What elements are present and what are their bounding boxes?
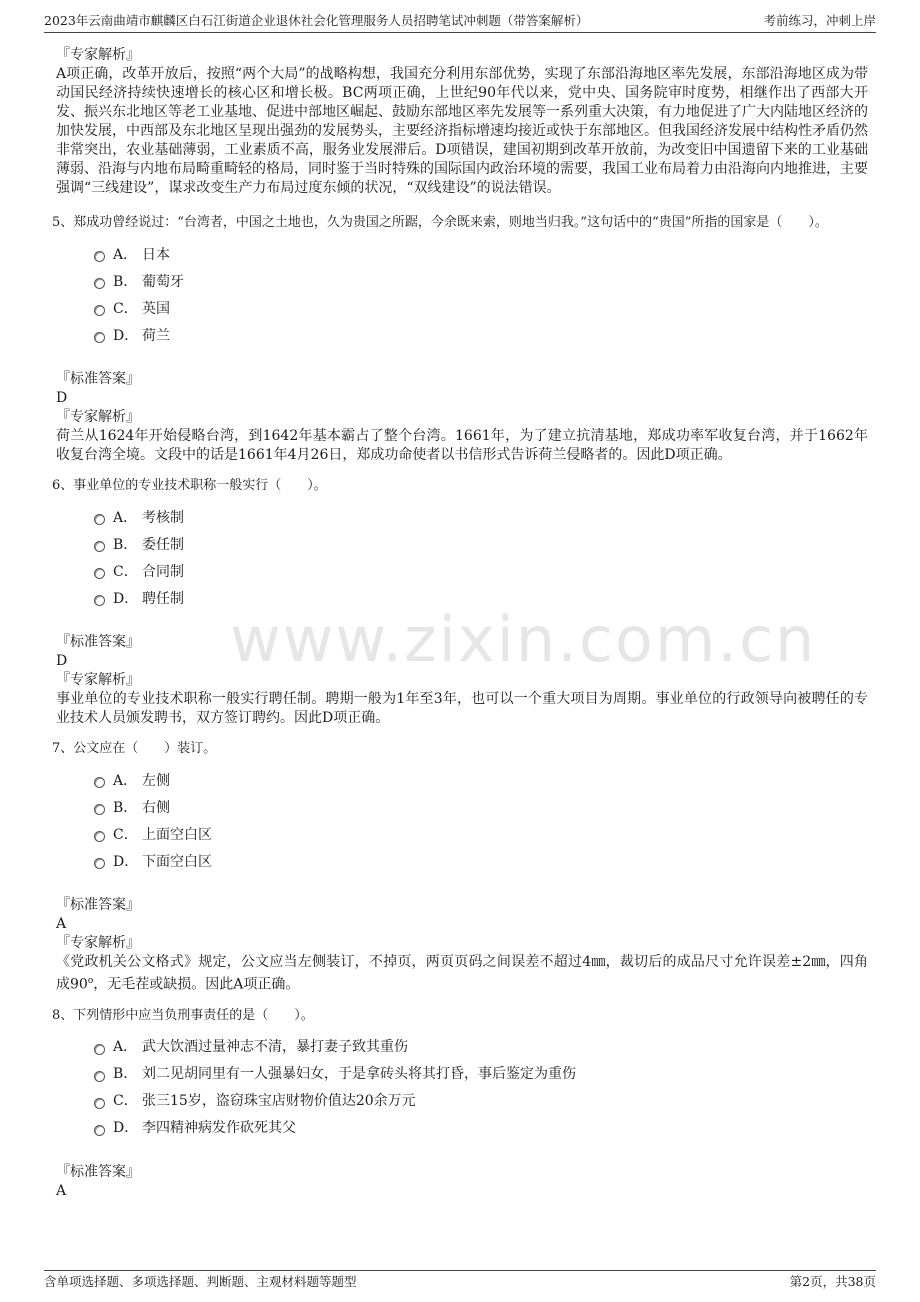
analysis-label: 『专家解析』 (56, 409, 140, 425)
question-7 (52, 740, 868, 995)
question-text: 8、下列情形中应当负刑事责任的是（ ）。 (52, 1007, 314, 1023)
answer-section (56, 370, 868, 465)
option-list (94, 1033, 868, 1141)
q4-analysis (56, 46, 868, 198)
option-letter: C． (113, 826, 138, 843)
answer-label: 『标准答案』 (56, 371, 140, 387)
option-text: 葡萄牙 (142, 273, 184, 290)
option-text: 右侧 (142, 799, 170, 816)
option-letter: C． (113, 300, 138, 317)
analysis-text: A项正确，改革开放后，按照“两个大局”的战略构想，我国充分利用东部优势，实现了东部沿海地区率先发展，东部沿海地区成为带动国民经济持续快速增长的核心区和增长极。BC两项正确，上世纪90年代以来，党中央、国务院审时度势，相继作出了西部大开发、振兴东北地区等老工业基地、促进中部地区崛起、鼓励东部地区率先发展等一系列重大决策，有力地促进了广大内陆地区经济的加快发展，中西部及东北地区呈现出强劲的发展势头，主要经济指标增速均接近或快于东部地区。但我国经济发展中结构性矛盾仍然非常突出，农业基础薄弱，工业素质不高，服务业发展滞后。D项错误，建国初期到改革开放前，为改变旧中国遗留下来的工业基础薄弱、沿海与内地布局畸重畸轻的格局，同时鉴于当时特殊的国际国内政治环境的需要，我国工业布局着力由沿海向内地推进，主要强调“三线建设”，谋求改变生产力布局过度东倾的状况，“双线建设”的说法错误。 (56, 66, 868, 196)
radio-icon[interactable] (94, 1098, 105, 1109)
option-d[interactable] (94, 1114, 868, 1141)
radio-icon[interactable] (94, 831, 105, 842)
radio-icon[interactable] (94, 332, 105, 343)
analysis-text: 事业单位的专业技术职称一般实行聘任制。聘期一般为1年至3年，也可以一个重大项目为周期。事业单位的行政领导向被聘任的专业技术人员颁发聘书，双方签订聘约。因此D项正确。 (56, 691, 868, 726)
option-c[interactable] (94, 294, 868, 321)
option-letter: A． (113, 509, 138, 526)
option-list (94, 240, 868, 348)
question-8 (52, 1007, 868, 1201)
header-slogan: 考前练习，冲刺上岸 (763, 13, 876, 28)
option-text: 李四精神病发作砍死其父 (142, 1120, 296, 1137)
question-text: 5、郑成功曾经说过：“台湾者，中国之土地也，久为贵国之所踞，今余既来索，则地当归我。”这句话中的“贵国”所指的国家是（ ）。 (52, 215, 828, 230)
analysis-text: 荷兰从1624年开始侵略台湾，到1642年基本霸占了整个台湾。1661年，为了建立抗清基地，郑成功率军收复台湾，并于1662年收复台湾全境。文段中的话是1661年4月26日，郑成功命使者以书信形式告诉荷兰侵略者的。因此D项正确。 (56, 428, 868, 463)
option-text: 荷兰 (142, 327, 170, 344)
analysis-text-part1: 《党政机关公文格式》规定，公文应当左侧装订，不掉页，两页页码之间误差不超过4㎜，裁切后的成品尺寸允许误差±2㎜，四角成90 (56, 954, 868, 993)
option-text: 左侧 (142, 772, 170, 789)
option-c[interactable] (94, 557, 868, 584)
analysis-label: 『专家解析』 (56, 672, 140, 688)
option-letter: B． (113, 799, 138, 816)
option-a[interactable] (94, 240, 868, 267)
radio-icon[interactable] (94, 278, 105, 289)
question-6 (52, 477, 868, 728)
radio-icon[interactable] (94, 305, 105, 316)
answer-section (56, 633, 868, 728)
document-title: 2023年云南曲靖市麒麟区白石江街道企业退休社会化管理服务人员招聘笔试冲刺题（带答案解析） (44, 13, 589, 28)
radio-icon[interactable] (94, 777, 105, 788)
answer-section (56, 896, 868, 995)
option-text: 上面空白区 (142, 826, 212, 843)
option-list (94, 766, 868, 874)
radio-icon[interactable] (94, 1044, 105, 1055)
answer-value: A (56, 1182, 67, 1199)
analysis-text-part2: ，无毛茬或缺损。因此A项正确。 (93, 976, 300, 993)
option-letter: C． (113, 1093, 138, 1110)
option-c[interactable] (94, 1087, 868, 1114)
option-text: 合同制 (142, 563, 184, 580)
answer-value: A (56, 916, 67, 932)
option-list (94, 503, 868, 611)
option-b[interactable] (94, 1060, 868, 1087)
radio-icon[interactable] (94, 1125, 105, 1136)
analysis-label: 『专家解析』 (56, 935, 140, 951)
footer-question-types: 含单项选择题、多项选择题、判断题、主观材料题等题型 (44, 1274, 357, 1289)
option-text: 英国 (142, 300, 170, 317)
option-d[interactable] (94, 321, 868, 348)
answer-label: 『标准答案』 (56, 897, 140, 913)
degree-superscript: o (87, 976, 94, 986)
radio-icon[interactable] (94, 568, 105, 579)
page-content (52, 46, 868, 1201)
option-c[interactable] (94, 820, 868, 847)
answer-value: D (56, 653, 68, 669)
option-text: 考核制 (142, 509, 184, 526)
option-letter: C． (113, 563, 138, 580)
page-number: 第2页，共38页 (789, 1274, 876, 1289)
answer-section (56, 1163, 868, 1201)
option-text: 张三15岁，盗窃珠宝店财物价值达20余万元 (142, 1093, 416, 1110)
radio-icon[interactable] (94, 858, 105, 869)
option-a[interactable] (94, 1033, 868, 1060)
page-header (44, 12, 876, 33)
option-d[interactable] (94, 847, 868, 874)
option-text: 刘二见胡同里有一人强暴妇女，于是拿砖头将其打昏，事后鉴定为重伤 (142, 1066, 576, 1083)
option-letter: B． (113, 1066, 138, 1083)
option-letter: D． (113, 327, 139, 344)
option-letter: D． (113, 1120, 139, 1137)
option-letter: A． (113, 1039, 138, 1056)
option-a[interactable] (94, 766, 868, 793)
option-a[interactable] (94, 503, 868, 530)
option-text: 日本 (142, 246, 170, 263)
page-footer (44, 1270, 876, 1293)
radio-icon[interactable] (94, 541, 105, 552)
analysis-label: 『专家解析』 (56, 47, 140, 63)
option-b[interactable] (94, 530, 868, 557)
option-text: 委任制 (142, 536, 184, 553)
answer-label: 『标准答案』 (56, 1163, 140, 1180)
answer-label: 『标准答案』 (56, 634, 140, 650)
option-letter: A． (113, 246, 138, 263)
radio-icon[interactable] (94, 251, 105, 262)
option-b[interactable] (94, 793, 868, 820)
option-letter: B． (113, 273, 138, 290)
option-text: 武大饮酒过量神志不清，暴打妻子致其重伤 (142, 1039, 408, 1056)
radio-icon[interactable] (94, 1071, 105, 1082)
option-text: 聘任制 (142, 590, 184, 607)
option-d[interactable] (94, 584, 868, 611)
option-text: 下面空白区 (142, 853, 212, 870)
option-letter: B． (113, 536, 138, 553)
option-letter: A． (113, 772, 138, 789)
analysis-text (56, 953, 868, 995)
question-text: 7、公文应在（ ）装订。 (52, 741, 217, 756)
radio-icon[interactable] (94, 595, 105, 606)
option-letter: D． (113, 853, 139, 870)
option-b[interactable] (94, 267, 868, 294)
watermark: www.zixin.com.cn (230, 603, 817, 676)
question-5 (52, 214, 868, 465)
option-letter: D． (113, 590, 139, 607)
radio-icon[interactable] (94, 514, 105, 525)
answer-value: D (56, 390, 68, 406)
question-text: 6、事业单位的专业技术职称一般实行（ ）。 (52, 478, 327, 493)
radio-icon[interactable] (94, 804, 105, 815)
